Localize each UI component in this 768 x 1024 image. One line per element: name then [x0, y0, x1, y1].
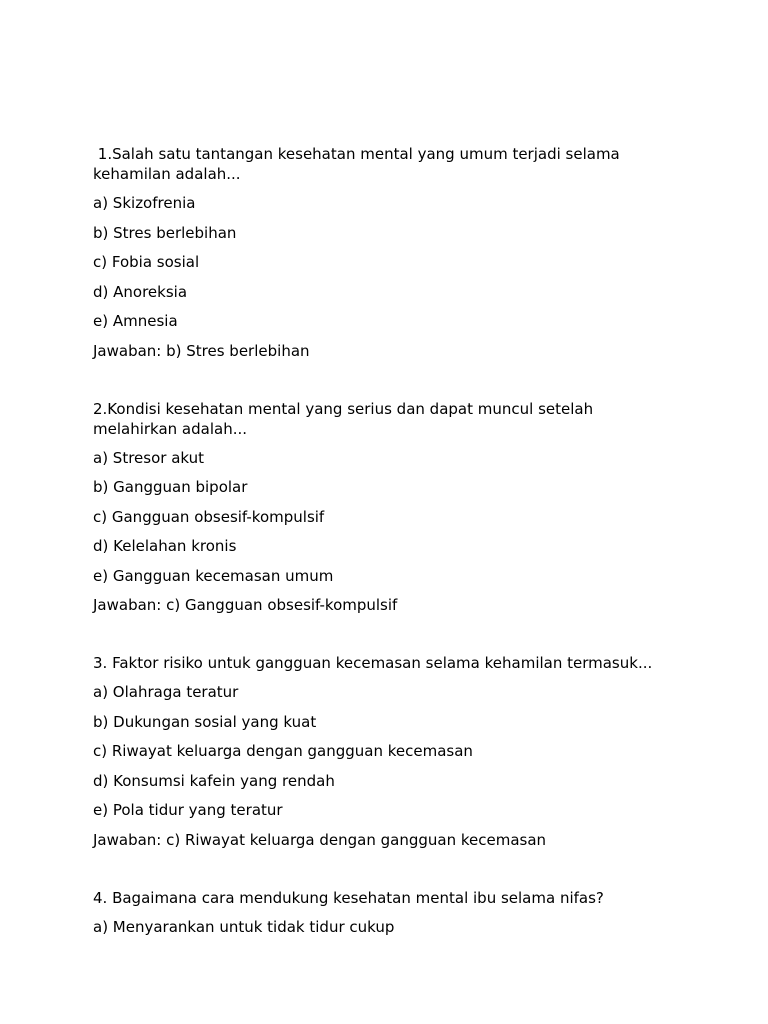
option-d: d) Kelelahan kronis: [93, 537, 237, 555]
question-text: 3. Faktor risiko untuk gangguan kecemasan selama kehamilan termasuk...: [93, 654, 653, 672]
option-c: c) Gangguan obsesif-kompulsif: [93, 507, 325, 526]
option-c: c) Riwayat keluarga dengan gangguan kecemasan: [93, 742, 473, 760]
answer-text: Jawaban: c) Gangguan obsesif-kompulsif: [93, 596, 398, 614]
answer-text: Jawaban: b) Stres berlebihan: [93, 341, 310, 360]
answer-text: Jawaban: c) Riwayat keluarga dengan gangguan kecemasan: [93, 830, 547, 849]
option-a: a) Menyarankan untuk tidak tidur cukup: [93, 917, 395, 936]
document-content: [93, 144, 693, 975]
question-block-4: [93, 888, 693, 937]
option-c: c) Fobia sosial: [93, 253, 200, 271]
option-a: a) Olahraga teratur: [93, 683, 239, 701]
question-block-1: [93, 144, 693, 361]
option-b: b) Dukungan sosial yang kuat: [93, 712, 317, 731]
option-b: b) Stres berlebihan: [93, 223, 237, 242]
option-d: d) Konsumsi kafein yang rendah: [93, 771, 335, 790]
option-a: a) Stresor akut: [93, 448, 205, 467]
option-a: a) Skizofrenia: [93, 194, 196, 212]
option-e: e) Gangguan kecemasan umum: [93, 566, 334, 585]
option-e: e) Amnesia: [93, 312, 178, 330]
option-b: b) Gangguan bipolar: [93, 478, 248, 496]
question-text: 2.Kondisi kesehatan mental yang serius dan dapat muncul setelah melahirkan adalah...: [93, 399, 594, 438]
option-e: e) Pola tidur yang teratur: [93, 801, 283, 819]
question-block-2: [93, 399, 693, 616]
question-block-3: [93, 653, 693, 850]
question-text: 4. Bagaimana cara mendukung kesehatan mental ibu selama nifas?: [93, 888, 604, 907]
option-d: d) Anoreksia: [93, 282, 188, 301]
question-text: 1.Salah satu tantangan kesehatan mental yang umum terjadi selama kehamilan adalah...: [93, 145, 620, 183]
